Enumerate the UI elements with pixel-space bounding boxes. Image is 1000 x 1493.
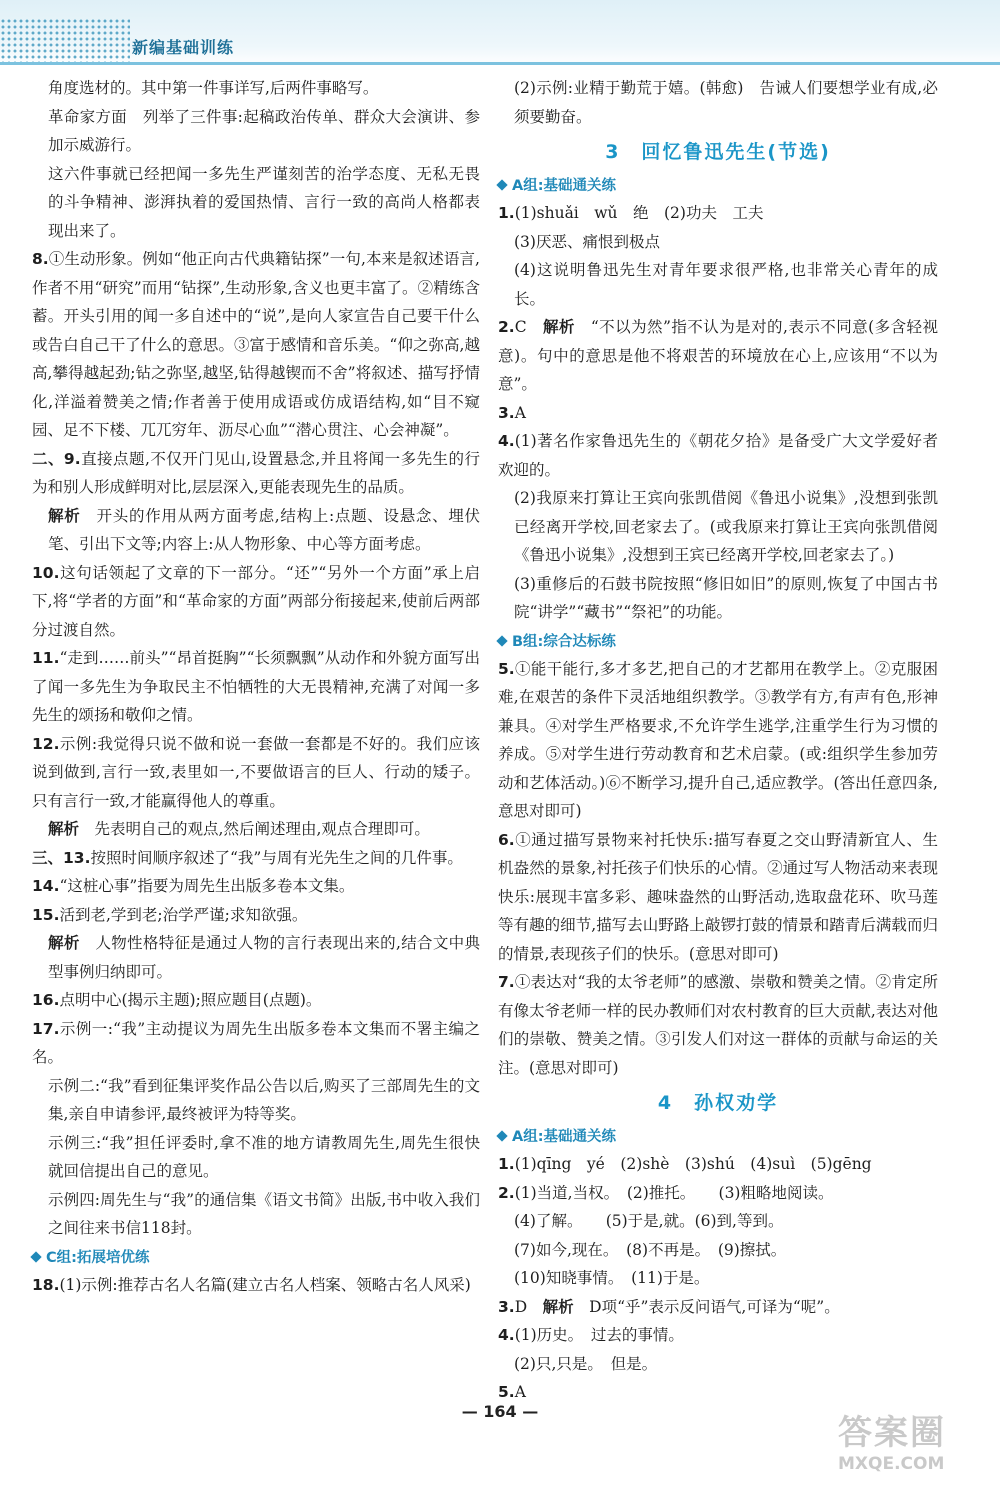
answer-text: ①生动形象。例如“他正向古代典籍钻探”一句,本来是叙述语言,作者不用“研究”而用“钻探”,生动形象,含义也更丰富了。②精练含蓄。开头引用的闻一多自述中的“说”,是向人家宣告自己要干什么或告白自己干了什么的意思。③富于感情和音乐美。“仰之弥高,越高,攀得越起劲;钻之弥坚,越坚,钻得越锲而不舍”将叙述、描写抒情化,洋溢着赞美之情;作者善于使用成语或仿成语结构,如“目不窥园、足不下楼、兀兀穷年、沥尽心血”“潜心贯注、心会神凝”。	[32, 250, 480, 439]
answer-line	[32, 644, 480, 730]
answer-number: 二、9.	[32, 449, 81, 468]
answer-number: 5.	[498, 659, 515, 678]
answer-text: (1)著名作家鲁迅先生的《朝花夕拾》是备受广大文学爱好者欢迎的。	[498, 432, 938, 479]
answer-text: 开头的作用从两方面考虑,结构上:点题、设悬念、埋伏笔、引出下文等;内容上:从人物形象、中心等方面考虑。	[48, 506, 480, 553]
answer-line	[32, 815, 480, 844]
answer-text: (4)这说明鲁迅先生对青年要求很严格,也非常关心青年的成长。	[514, 261, 938, 308]
answer-text: ①能干能行,多才多艺,把自己的才艺都用在教学上。②克服困难,在艰苦的条件下灵活地组织教学。③教学有方,有声有色,形神兼具。④对学生严格要求,不允许学生逃学,注重学生行为习惯的养成。⑤对学生进行劳动教育和艺术启蒙。(或:组织学生参加劳动和艺体活动。)⑥不断学习,提升自己,适应教学。(答出任意四条,意思对即可)	[498, 659, 938, 820]
answer-line	[32, 1015, 480, 1072]
answer-text: 活到老,学到老;治学严谨;求知欲强。	[59, 905, 308, 924]
answer-line	[498, 570, 938, 627]
answer-line	[32, 872, 480, 901]
answer-number: 2.	[498, 1183, 515, 1202]
answer-number: 17.	[32, 1019, 60, 1038]
answer-number: 3.	[498, 403, 515, 422]
answer-text: (1)历史。 过去的事情。	[514, 1326, 684, 1344]
answer-text: (1)当道,当权。 (2)推托。 (3)粗略地阅读。	[514, 1183, 834, 1202]
answer-line	[498, 826, 938, 969]
group-label-text: A组:基础通关练	[512, 1129, 617, 1145]
answer-text: 这句话领起了文章的下一部分。“还”“另外一个方面”承上启下,将“学者的方面”和“革命家的方面”两部分衔接起来,使前后两部分过渡自然。	[32, 563, 480, 639]
header-title: 新编基础训练	[132, 38, 235, 57]
answer-line	[498, 484, 938, 570]
answer-number: 3.	[498, 1297, 515, 1316]
analysis-text: D项“乎”表示反问语气,可译为“呢”。	[589, 1297, 840, 1316]
answer-line	[498, 1236, 938, 1265]
answer-line	[32, 1186, 480, 1243]
answer-text: (10)知晓事情。 (11)于是。	[514, 1269, 710, 1287]
diamond-icon	[496, 179, 507, 190]
answer-number: 8.	[32, 250, 49, 268]
answer-text: “走到……前头”“昂首挺胸”“长须飘飘”从动作和外貌方面写出了闻一多先生为争取民主不怕牺牲的大无畏精神,充满了对闻一多先生的颂扬和敬仰之情。	[32, 649, 480, 724]
answer-text: 示例四:周先生与“我”的通信集《语文书简》出版,书中收入我们之间往来书信118封。	[48, 1190, 480, 1237]
answer-text: 直接点题,不仅开门见山,设置悬念,并且将闻一多先生的行为和别人形成鲜明对比,层层深入,更能表现先生的品质。	[32, 449, 480, 496]
answer-line	[32, 1129, 480, 1186]
group-label-text: B组:综合达标练	[512, 633, 616, 650]
answer-line	[498, 1321, 938, 1350]
answer-number: 6.	[498, 830, 515, 849]
watermark-text: 答案圈	[838, 1413, 946, 1453]
analysis-label: 解析	[48, 506, 81, 525]
answer-number: 4.	[498, 1326, 515, 1344]
diamond-icon	[496, 635, 507, 646]
analysis-label: 解析	[542, 1297, 574, 1316]
analysis-label: 解析	[48, 820, 80, 838]
answer-line	[498, 1350, 938, 1379]
answer-text: (2)只,只是。 但是。	[514, 1354, 658, 1373]
answer-text: 角度选材的。其中第一件事详写,后两件事略写。	[48, 79, 379, 97]
answer-text: (1)shuǎi wǔ 绝 (2)功夫 工夫	[514, 204, 764, 222]
group-label	[498, 1124, 938, 1150]
answer-text: (2)示例:业精于勤荒于嬉。(韩愈) 告诫人们要想学业有成,必须要勤奋。	[514, 79, 938, 126]
answer-line	[498, 228, 938, 257]
answer-text: D	[514, 1297, 543, 1316]
answer-line	[498, 199, 938, 228]
answer-number: 16.	[32, 991, 60, 1009]
answer-number: 11.	[32, 649, 60, 667]
page-number: — 164 —	[461, 1402, 539, 1421]
answer-line	[498, 399, 938, 428]
answer-text: 示例一:“我”主动提议为周先生出版多卷本文集而不署主编之名。	[32, 1019, 480, 1066]
group-label	[32, 1245, 480, 1271]
answer-line	[32, 1271, 480, 1300]
answer-number: 15.	[32, 905, 60, 924]
analysis-label: 解析	[48, 934, 80, 952]
answer-number: 1.	[498, 204, 515, 222]
answer-text: ①通过描写景物来衬托快乐:描写春夏之交山野清新宜人、生机盎然的景象,衬托孩子们快乐的心情。②通过写人物活动来表现快乐:展现丰富多彩、趣味盎然的山野活动,选取盘花环、吹马莲等有趣的细节,描写去山野路上敲锣打鼓的情景和踏青后满载而归的情景,表现孩子们的快乐。(意思对即可)	[498, 830, 938, 963]
answer-line	[498, 1179, 938, 1208]
answer-number: 2.	[498, 318, 515, 336]
answer-text: 先表明自己的观点,然后阐述理由,观点合理即可。	[94, 820, 430, 838]
answer-line	[498, 968, 938, 1082]
diamond-icon	[496, 1130, 507, 1141]
lesson-title: 3 回忆鲁迅先生(节选)	[605, 141, 831, 163]
answer-text: (3)厌恶、痛恨到极点	[514, 232, 660, 251]
answer-number: 10.	[32, 563, 60, 582]
answer-line	[498, 427, 938, 484]
left-column	[32, 74, 480, 1299]
answer-text: (2)我原来打算让王宾向张凯借阅《鲁迅小说集》,没想到张凯已经离开学校,回老家去了。(或我原来打算让王宾向张凯借阅《鲁迅小说集》,没想到王宾已经离开学校,回老家去了。)	[514, 489, 938, 564]
answer-number: 4.	[498, 432, 515, 450]
answer-line	[498, 1293, 938, 1322]
answer-line	[498, 1150, 938, 1179]
answer-text: ①表达对“我的太爷老师”的感激、崇敬和赞美之情。②肯定所有像太爷老师一样的民办教师们对农村教育的巨大贡献,表达对他们的崇敬、赞美之情。③引发人们对这一群体的贡献与命运的关注。(意思对即可)	[498, 973, 938, 1077]
header-rule	[0, 62, 1000, 65]
answer-text: (4)了解。 (5)于是,就。(6)到,等到。	[514, 1212, 784, 1230]
diamond-icon	[30, 1251, 41, 1262]
right-column	[498, 74, 938, 1407]
answer-line	[32, 245, 480, 445]
watermark-url: MXQE.COM	[838, 1454, 945, 1474]
answer-number: 18.	[32, 1275, 60, 1294]
answer-text: 示例二:“我”看到征集评奖作品公告以后,购买了三部周先生的文集,亲自申请参评,最终被评为特等奖。	[48, 1076, 480, 1123]
answer-line	[32, 929, 480, 986]
group-label-text: C组:拓展培优练	[46, 1249, 150, 1266]
answer-text: (1)示例:推荐古名人名篇(建立古名人档案、领略古名人风采)	[59, 1275, 471, 1294]
answer-line	[498, 256, 938, 313]
answer-number: 12.	[32, 734, 60, 753]
answer-line	[498, 1207, 938, 1236]
answer-text: C	[514, 318, 543, 336]
analysis-text: “不以为然”指不认为是对的,表示不同意(多含轻视意)。句中的意思是他不将艰苦的环境放在心上,应该用“不以为意”。	[498, 318, 938, 393]
answer-text: (3)重修后的石鼓书院按照“修旧如旧”的原则,恢复了中国古书院“讲学”“藏书”“祭祀”的功能。	[514, 574, 938, 621]
answer-line	[498, 1264, 938, 1293]
answer-text: A	[514, 1383, 526, 1401]
answer-line	[498, 313, 938, 399]
answer-line	[498, 74, 938, 131]
answer-text: 革命家方面 列举了三件事:起稿政治传单、群众大会演讲、参加示威游行。	[48, 107, 480, 154]
header-band	[0, 0, 1000, 66]
answer-text: “这桩心事”指要为周先生出版多卷本文集。	[59, 877, 355, 895]
answer-line	[32, 74, 480, 103]
answer-line	[32, 844, 480, 873]
answer-text: 按照时间顺序叙述了“我”与周有光先生之间的几件事。	[90, 848, 463, 867]
answer-line	[32, 160, 480, 246]
answer-line	[32, 986, 480, 1015]
answer-number: 三、13.	[32, 848, 91, 867]
answer-line	[498, 655, 938, 826]
answer-line	[32, 730, 480, 816]
group-label	[498, 629, 938, 655]
group-label-text: A组:基础通关练	[512, 178, 617, 194]
answer-number: 14.	[32, 877, 60, 895]
answer-line	[32, 559, 480, 645]
watermark-logo	[838, 1413, 988, 1483]
answer-number: 7.	[498, 973, 515, 991]
answer-text: 示例三:“我”担任评委时,拿不准的地方请教周先生,周先生很快就回信提出自己的意见。	[48, 1133, 480, 1180]
answer-text: 示例:我觉得只说不做和说一套做一套都是不好的。我们应该说到做到,言行一致,表里如一,不要做语言的巨人、行动的矮子。只有言行一致,才能赢得他人的尊重。	[32, 734, 480, 810]
answer-number: 5.	[498, 1383, 515, 1401]
answer-line	[32, 502, 480, 559]
answer-number: 1.	[498, 1155, 515, 1173]
answer-text: 人物性格特征是通过人物的言行表现出来的,结合文中典型事例归纳即可。	[48, 934, 480, 981]
lesson-title: 4 孙权劝学	[657, 1092, 779, 1114]
answer-text: (1)qīng yé (2)shè (3)shú (4)suì (5)gēng	[514, 1155, 872, 1173]
answer-line	[32, 103, 480, 160]
answer-text: (7)如今,现在。 (8)不再是。 (9)擦拭。	[514, 1240, 787, 1259]
answer-text: 这六件事就已经把闻一多先生严谨刻苦的治学态度、无私无畏的斗争精神、澎湃执着的爱国热情、言行一致的高尚人格都表现出来了。	[48, 164, 480, 240]
answer-line	[32, 1072, 480, 1129]
answer-line	[32, 901, 480, 930]
answer-text: 点明中心(揭示主题);照应题目(点题)。	[59, 991, 322, 1009]
answer-line	[32, 445, 480, 502]
header-dot-pattern	[0, 18, 130, 62]
group-label	[498, 173, 938, 199]
answer-text: A	[514, 403, 526, 422]
analysis-label: 解析	[542, 318, 575, 336]
